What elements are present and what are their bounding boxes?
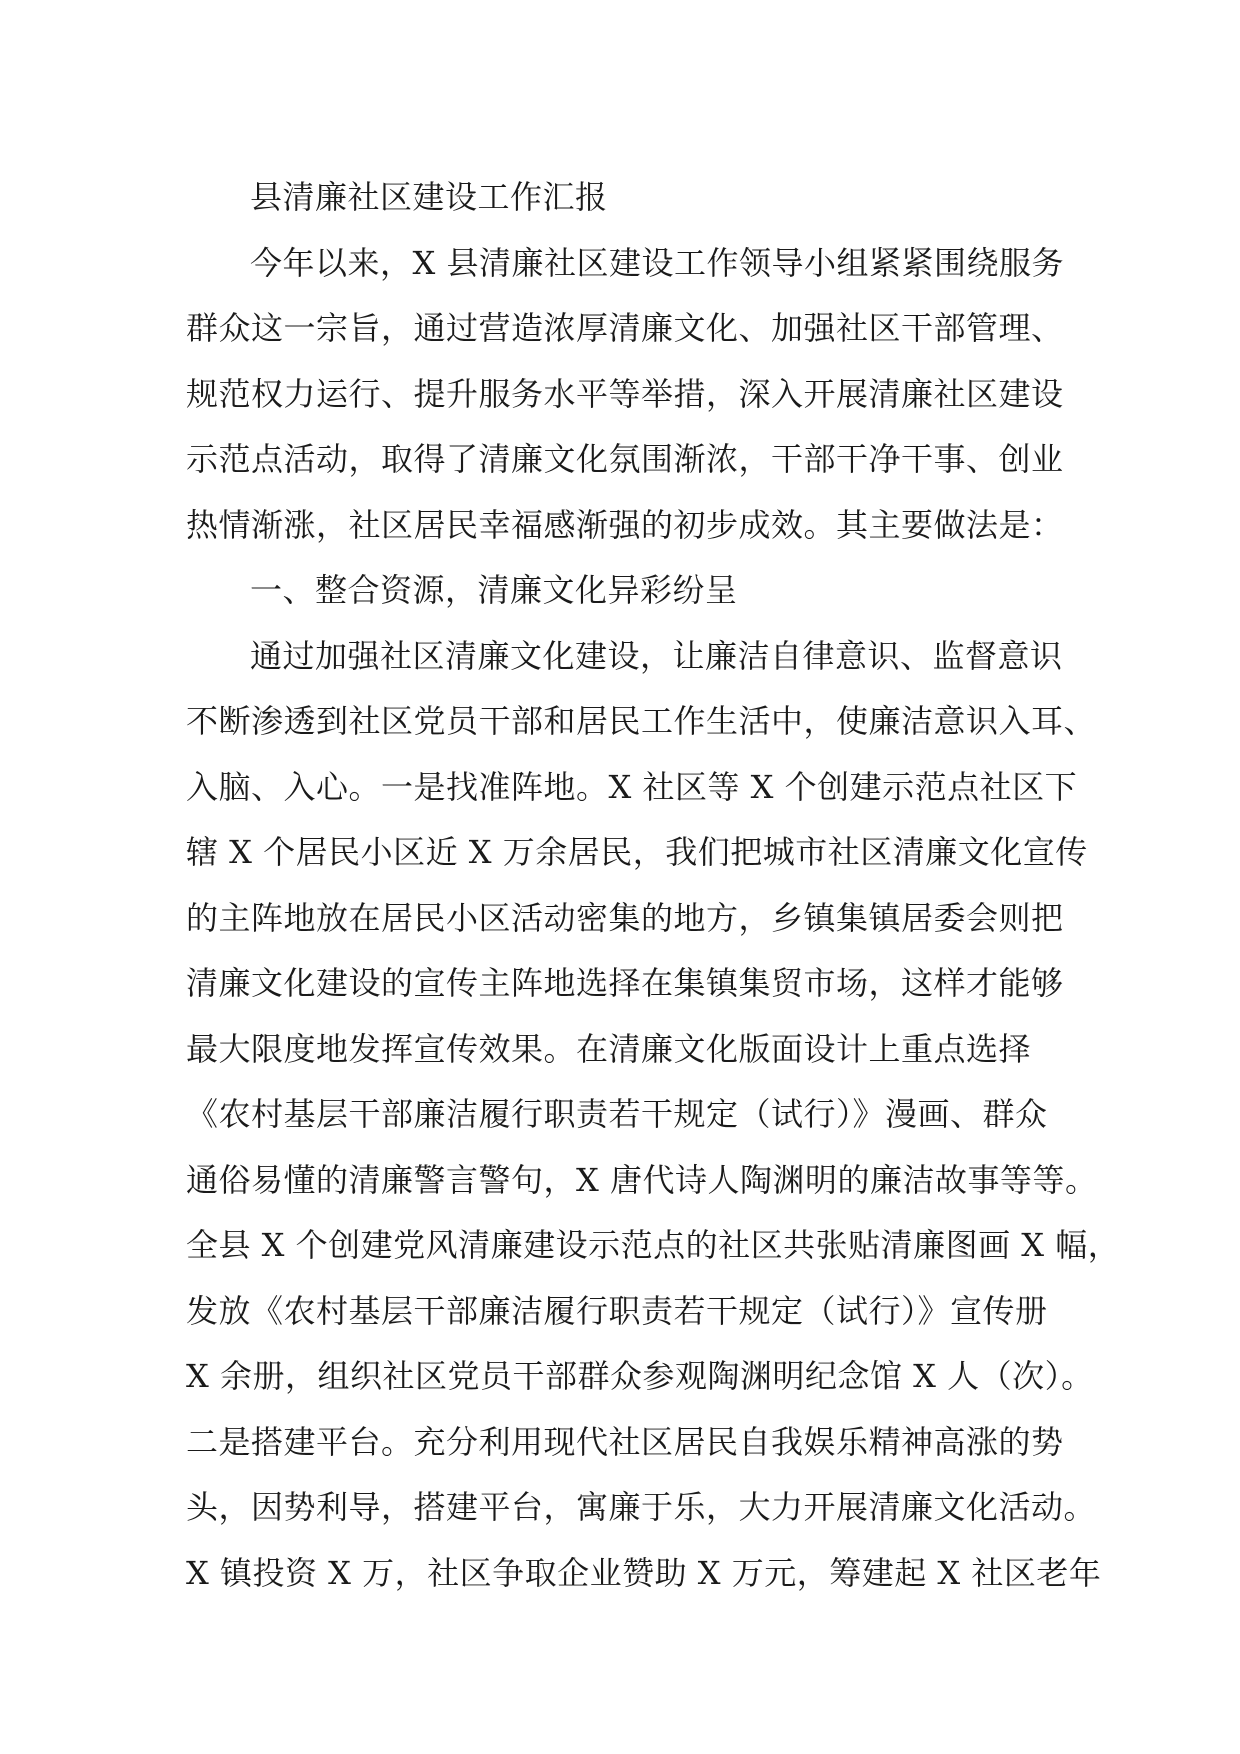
paragraph-line: 的主阵地放在居民小区活动密集的地方，乡镇集镇居委会则把: [186, 898, 1064, 937]
paragraph-line: X 余册，组织社区党员干部群众参观陶渊明纪念馆 X 人（次）。: [186, 1357, 1094, 1395]
paragraph-line: 不断渗透到社区党员干部和居民工作生活中，使廉洁意识入耳、: [186, 702, 1097, 740]
paragraph-line: 群众这一宗旨，通过营造浓厚清廉文化、加强社区干部管理、: [186, 309, 1064, 347]
paragraph-line: 今年以来，X 县清廉社区建设工作领导小组紧紧围绕服务: [250, 243, 1064, 282]
paragraph-line: X 镇投资 X 万，社区争取企业赞助 X 万元，筹建起 X 社区老年: [186, 1553, 1102, 1592]
paragraph-line: 辖 X 个居民小区近 X 万余居民，我们把城市社区清廉文化宣传: [186, 833, 1088, 871]
paragraph-line: 入脑、入心。一是找准阵地。X 社区等 X 个创建示范点社区下: [186, 767, 1078, 806]
document-title: 县清廉社区建设工作汇报: [250, 178, 608, 216]
paragraph-line: 规范权力运行、提升服务水平等举措，深入开展清廉社区建设: [186, 374, 1064, 413]
paragraph-line: 二是搭建平台。充分利用现代社区居民自我娱乐精神高涨的势: [186, 1422, 1064, 1461]
paragraph-line: 发放《农村基层干部廉洁履行职责若干规定（试行）》宣传册: [186, 1291, 1048, 1330]
section-heading: 一、整合资源，清廉文化异彩纷呈: [250, 571, 738, 609]
document-body: [186, 165, 1121, 1606]
paragraph-line: 热情渐涨，社区居民幸福感渐强的初步成效。其主要做法是：: [186, 505, 1064, 544]
paragraph-line: 通俗易懂的清廉警言警句，X 唐代诗人陶渊明的廉洁故事等等。: [186, 1160, 1098, 1199]
paragraph-line: 全县 X 个创建党风清廉建设示范点的社区共张贴清廉图画 X 幅，: [186, 1226, 1121, 1264]
paragraph-line: 头，因势利导，搭建平台，寓廉于乐，大力开展清廉文化活动。: [186, 1488, 1097, 1526]
paragraph-line: 通过加强社区清廉文化建设，让廉洁自律意识、监督意识: [250, 636, 1063, 675]
paragraph-line: 最大限度地发挥宣传效果。在清廉文化版面设计上重点选择: [186, 1029, 1032, 1068]
paragraph-line: 《农村基层干部廉洁履行职责若干规定（试行）》漫画、群众: [186, 1095, 1048, 1133]
paragraph-line: 示范点活动，取得了清廉文化氛围渐浓，干部干净干事、创业: [186, 440, 1064, 478]
paragraph-line: 清廉文化建设的宣传主阵地选择在集镇集贸市场，这样才能够: [186, 964, 1064, 1002]
